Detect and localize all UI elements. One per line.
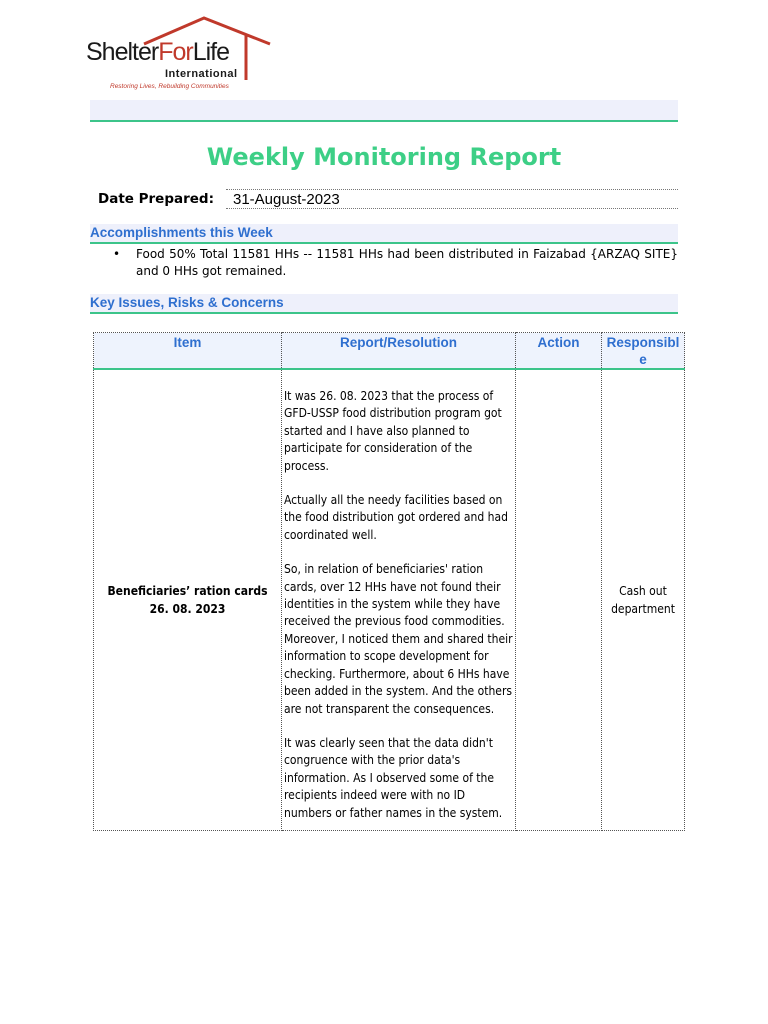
column-header-item: Item	[94, 333, 282, 370]
date-prepared-label: Date Prepared:	[98, 191, 214, 207]
table-row	[94, 369, 685, 830]
issues-heading: Key Issues, Risks & Concerns	[90, 294, 678, 314]
logo-tagline: Restoring Lives, Rebuilding Communities	[110, 83, 229, 90]
action-cell	[516, 369, 602, 830]
item-cell	[94, 369, 282, 830]
column-header-action: Action	[516, 333, 602, 370]
bullet-icon: •	[113, 247, 121, 261]
report-paragraph: It was clearly seen that the data didn't congruence with the prior data's information. As I observed some of the recipients indeed were with no ID numbers or father names in the system.	[284, 735, 503, 820]
report-title: Weekly Monitoring Report	[206, 143, 562, 171]
issues-table	[93, 332, 685, 831]
logo-name: ShelterForLife	[86, 38, 230, 66]
column-header-report: Report/Resolution	[282, 333, 516, 370]
header-band	[90, 100, 678, 122]
logo-subtitle: International	[165, 68, 238, 80]
table-header-row	[94, 333, 685, 370]
report-paragraph: Actually all the needy facilities based on the food distribution got ordered and had coordinated well.	[284, 493, 508, 542]
shelter-for-life-logo	[86, 14, 276, 94]
accomplishments-heading: Accomplishments this Week	[90, 224, 678, 244]
item-title: Beneficiaries’ ration cards	[107, 583, 268, 598]
report-paragraph: So, in relation of beneficiaries' ration cards, over 12 HHs have not found their identities in the system while they have received the previous food commodities. Moreover, I noticed them and shared their information to scope development for checking. Furthermore, about 6 HHs have been added in the system. And the others are not transparent the consequences.	[284, 562, 513, 716]
accomplishment-item: • Food 50% Total 11581 HHs -- 11581 HHs had been distributed in Faizabad {ARZAQ SITE} and 0 HHs got remained.	[113, 247, 678, 278]
report-paragraph: It was 26. 08. 2023 that the process of GFD-USSP food distribution program got started and I have also planned to participate for consideration of the process.	[284, 389, 502, 473]
item-date: 26. 08. 2023	[149, 601, 226, 616]
report-cell	[282, 369, 516, 830]
responsible-cell: Cash out department	[602, 369, 685, 830]
date-prepared-value: 31-August-2023	[226, 189, 678, 209]
column-header-responsible: Responsibl e	[602, 333, 685, 370]
